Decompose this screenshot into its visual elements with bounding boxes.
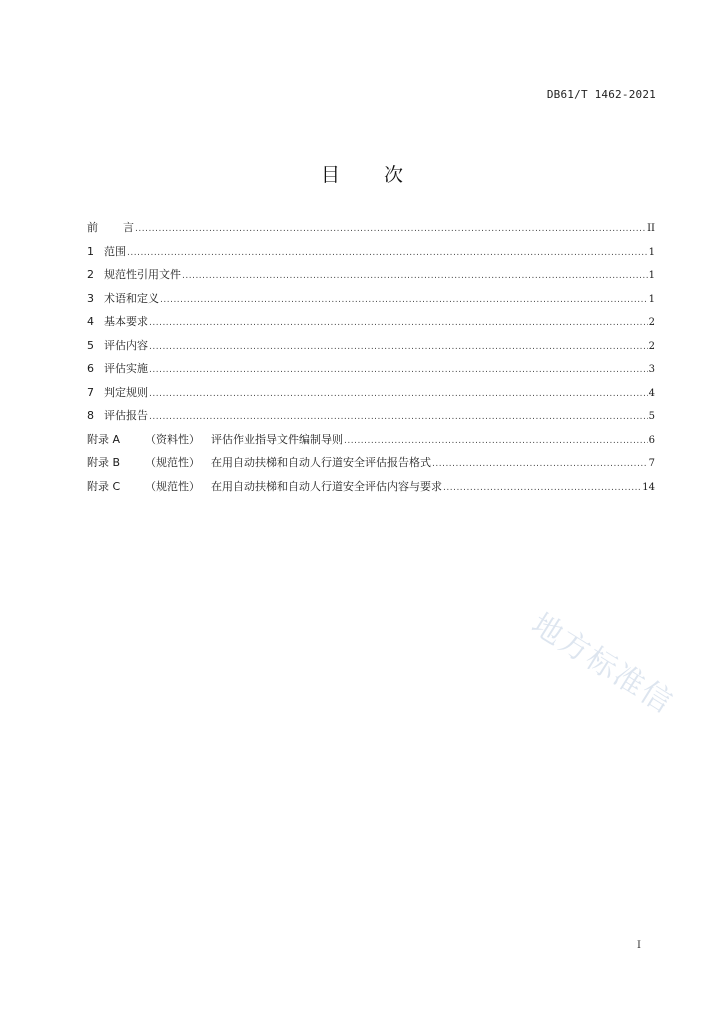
toc-entry-page: 6 — [648, 434, 655, 446]
toc-leader-dots — [149, 383, 648, 407]
toc-entry-page: 7 — [648, 458, 655, 469]
table-of-contents — [87, 216, 655, 498]
toc-leader-dots — [182, 265, 648, 289]
toc-entry-number: 1 — [87, 244, 94, 258]
toc-leader-dots — [127, 242, 648, 266]
toc-entry-page: 2 — [648, 317, 655, 328]
watermark: 地方标准信 — [525, 606, 680, 722]
toc-entry-number: 6 — [87, 362, 94, 375]
toc-leader-dots — [432, 453, 648, 477]
toc-leader-dots — [344, 430, 648, 454]
page-title-char-2: 次 — [384, 164, 404, 186]
toc-leader-dots — [135, 218, 646, 242]
toc-appendix-category: （规范性） — [145, 456, 200, 469]
toc-entry-5[interactable] — [87, 334, 655, 358]
toc-entry-appendix-b[interactable] — [87, 451, 655, 475]
toc-entry-appendix-a[interactable] — [87, 428, 655, 452]
toc-entry-label: 评估报告 — [104, 409, 148, 422]
toc-appendix-prefix — [87, 451, 211, 475]
toc-entry-label: 评估内容 — [104, 338, 148, 352]
toc-entry-label: 规范性引用文件 — [104, 268, 181, 281]
document-code: DB61/T 1462-2021 — [546, 88, 656, 101]
toc-appendix-prefix — [87, 428, 211, 452]
toc-entry-3[interactable] — [87, 287, 655, 311]
toc-entry-7[interactable] — [87, 381, 655, 405]
page-number: I — [637, 940, 641, 951]
toc-entry-number: 4 — [87, 315, 94, 328]
toc-appendix-id: 附录 B — [87, 456, 121, 469]
toc-entry-page: 2 — [648, 340, 655, 352]
toc-entry-page: II — [647, 223, 655, 234]
toc-entry-page: 1 — [648, 293, 655, 305]
toc-entry-page: 14 — [642, 481, 655, 493]
toc-entry-6[interactable] — [87, 357, 655, 381]
toc-appendix-id: 附录 C — [87, 479, 121, 493]
toc-entry-number: 3 — [87, 291, 94, 305]
toc-entry-page: 5 — [648, 411, 655, 422]
toc-entry-label: 在用自动扶梯和自动人行道安全评估报告格式 — [211, 456, 431, 469]
toc-entry-number: 2 — [87, 268, 94, 281]
toc-entry-number: 5 — [87, 338, 94, 352]
toc-entry-label: 基本要求 — [104, 315, 148, 328]
toc-entry-appendix-c[interactable] — [87, 475, 655, 499]
toc-entry-label: 术语和定义 — [104, 291, 159, 305]
page-title — [0, 160, 724, 187]
toc-entry-1[interactable] — [87, 240, 655, 264]
toc-leader-dots — [149, 359, 648, 383]
toc-entry-foreword[interactable] — [87, 216, 655, 240]
toc-entry-4[interactable] — [87, 310, 655, 334]
toc-entry-page: 1 — [648, 246, 655, 258]
toc-entry-label: 评估实施 — [104, 362, 148, 375]
toc-leader-dots — [149, 312, 648, 336]
toc-appendix-id: 附录 A — [87, 432, 121, 446]
toc-entry-page: 1 — [648, 270, 655, 281]
toc-leader-dots — [443, 477, 641, 501]
toc-entry-label: 判定规则 — [104, 385, 148, 399]
toc-entry-page: 3 — [648, 364, 655, 375]
toc-entry-2[interactable] — [87, 263, 655, 287]
toc-appendix-category: （规范性） — [145, 479, 200, 493]
toc-entry-page: 4 — [648, 387, 655, 399]
toc-leader-dots — [160, 289, 648, 313]
toc-appendix-category: （资料性） — [145, 432, 200, 446]
toc-entry-number: 7 — [87, 385, 94, 399]
toc-leader-dots — [149, 336, 648, 360]
toc-entry-8[interactable] — [87, 404, 655, 428]
toc-entry-label: 范围 — [104, 244, 126, 258]
toc-appendix-prefix — [87, 475, 211, 499]
toc-entry-label: 评估作业指导文件编制导则 — [211, 432, 343, 446]
page-title-char-1: 目 — [320, 164, 340, 186]
toc-leader-dots — [149, 406, 648, 430]
toc-entry-label: 在用自动扶梯和自动人行道安全评估内容与要求 — [211, 479, 442, 493]
toc-entry-number: 8 — [87, 409, 94, 422]
toc-entry-label: 前言 — [87, 221, 159, 234]
